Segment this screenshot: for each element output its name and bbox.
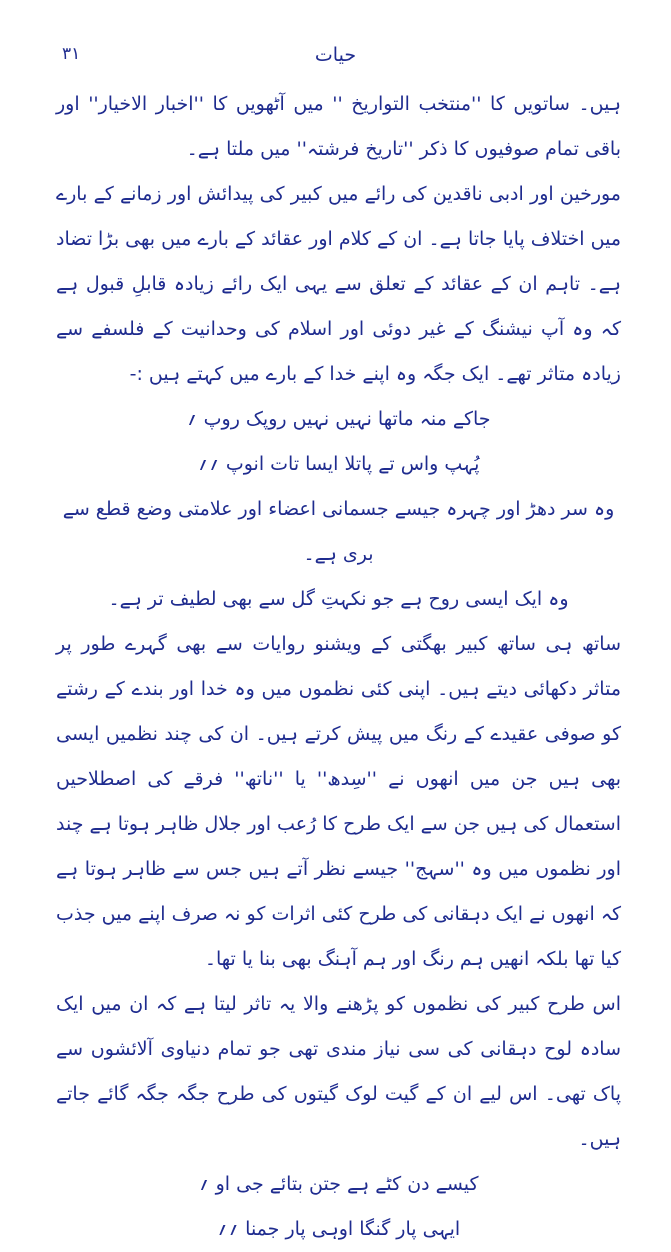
verse-block-1 [56, 397, 621, 487]
paragraph-influences: ساتھ ہی ساتھ کبیر بھگتی کے ویشنو روایات سے بھی گہرے طور پر متاثر دکھائی دیتے ہیں۔ اپنی کئی نظموں میں وہ خدا اور بندے کے رشتے کو صوفی عقیدے کے رنگ میں پیش کرتے ہیں۔ ان کی چند نظمیں ایسی بھی ہیں جن میں انھوں نے ''سِدھ'' یا ''ناتھ'' فرقے کی اصطلاحیں استعمال کی ہیں جن سے ایک طرح کا رُعب اور جلال ظاہر ہوتا ہے چند اور نظموں میں وہ ''سہج'' جیسے نظر آتے ہیں جس سے ظاہر ہوتا ہے کہ انھوں نے ایک دہقانی کی طرح کئی اثرات کو نہ صرف اپنے میں جذب کیا تھا بلکہ انھیں ہم رنگ اور ہم آہنگ بھی بنا یا تھا۔ [56, 633, 621, 970]
verse-block-2 [56, 1162, 621, 1252]
body-text [56, 82, 621, 1252]
verse-translation: وہ ایک ایسی روح ہے جو نکہتِ گل سے بھی لطیف تر ہے۔ [108, 588, 569, 610]
verse-translation: وہ سر دھڑ اور چہرہ جیسے جسمانی اعضاء اور علامتی وضع قطع سے بری ہے۔ [62, 498, 615, 565]
paragraph-beliefs: مورخین اور ادبی ناقدین کی رائے میں کبیر کی پیدائش اور زمانے کے بارے میں اختلاف پایا جاتا ہے۔ ان کے کلام اور عقائد کے بارے میں بھی بڑا تضاد ہے۔ تاہم ان کے عقائد کے تعلق سے یہی ایک رائے زیادہ قابلِ قبول ہے کہ وہ آپ نیشنگ کے غیر دوئی اور اسلام کی وحدانیت کے فلسفے سے زیادہ متاثر تھے۔ ایک جگہ وہ اپنے خدا کے بارے میں کہتے ہیں :- [56, 183, 621, 385]
verse-line: پُہپ واس تے پاتلا ایسا تات انوپ ؍؍ [197, 453, 480, 475]
running-head-title: حیات [314, 44, 357, 66]
verse-line: کیسے دن کٹے ہے جتن بتائے جی او ؍ [198, 1173, 479, 1195]
page-number: ۳۱ [62, 44, 81, 64]
paragraph-folk-songs: اس طرح کبیر کی نظموں کو پڑھنے والا یہ تاثر لیتا ہے کہ ان میں ایک سادہ لوح دہقانی کی سی نیاز مندی تھی جو تمام دنیاوی آلائشوں سے پاک تھی۔ اس لیے ان کے گیت لوک گیتوں کی طرح جگہ جگہ گائے جاتے ہیں۔ [56, 993, 621, 1150]
verse-line: جاکے منہ ماتھا نہیں نہیں روپک روپ ؍ [186, 408, 491, 430]
paragraph-sources: ہیں۔ ساتویں کا ''منتخب التواریخ '' میں آٹھویں کا ''اخبار الاخیار'' اور باقی تمام صوفیوں کا ذکر ''تاریخ فرشتہ'' میں ملتا ہے۔ [56, 93, 621, 160]
verse-line: ایہی پار گنگا اوہی پار جمنا ؍؍ [216, 1218, 461, 1240]
